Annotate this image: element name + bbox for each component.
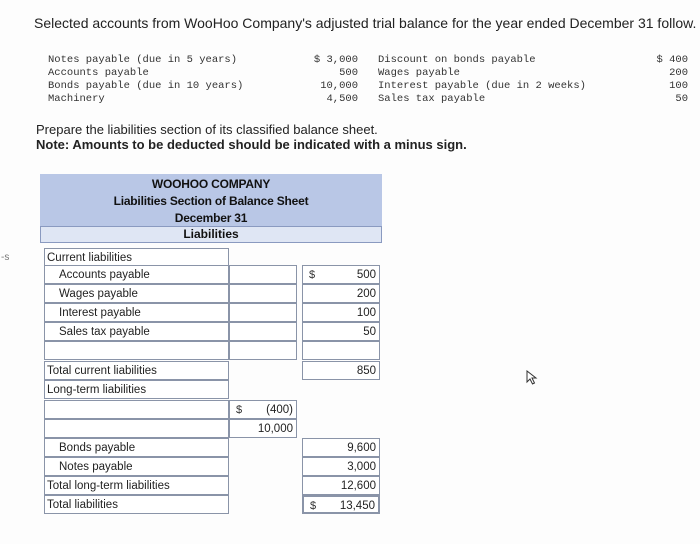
accounts-left-names	[48, 54, 243, 106]
amount-input[interactable]	[229, 303, 297, 322]
accounts-left-amounts	[300, 54, 358, 106]
currency-symbol: $	[309, 269, 316, 281]
currency-symbol: $	[310, 500, 317, 512]
total-liabilities-row	[44, 495, 380, 514]
account-name: Accounts payable	[48, 67, 149, 79]
cell-value: 10,000	[257, 423, 293, 435]
cell-value: (400)	[266, 404, 293, 416]
amount-input[interactable]	[302, 438, 380, 457]
account-amount: $ 3,000	[313, 54, 358, 66]
account-name: Wages payable	[378, 67, 460, 79]
edge-mark: -s	[1, 252, 10, 263]
amount-input[interactable]	[229, 400, 297, 419]
account-name: Interest payable (due in 2 weeks)	[378, 80, 586, 92]
problem-intro: Selected accounts from WooHoo Company's adjusted trial balance for the year ended December 31 follow.	[34, 15, 697, 31]
note: Note: Amounts to be deducted should be indicated with a minus sign.	[36, 137, 467, 152]
table-row	[44, 322, 380, 341]
amount-input[interactable]	[302, 284, 380, 303]
account-amount: 4,500	[326, 93, 358, 105]
total-longterm-row	[44, 476, 380, 495]
account-name: Sales tax payable	[378, 93, 486, 105]
account-amount: 50	[675, 93, 688, 105]
liabilities-worksheet	[40, 174, 382, 494]
mouse-cursor-icon	[526, 370, 540, 386]
table-row	[44, 265, 380, 284]
total-current-value[interactable]	[302, 361, 380, 380]
row-label[interactable]	[44, 419, 229, 438]
amount-input[interactable]	[229, 322, 297, 341]
account-name: Machinery	[48, 93, 105, 105]
total-current-label: Total current liabilities	[44, 361, 229, 380]
company-name: WOOHOO COMPANY	[151, 177, 271, 191]
longterm-liabilities-header: Long-term liabilities	[44, 380, 229, 399]
row-label[interactable]	[44, 341, 229, 360]
account-amount: 500	[339, 67, 358, 79]
total-liabilities-label: Total liabilities	[44, 495, 229, 514]
row-label[interactable]: Wages payable	[44, 284, 229, 303]
account-amount: 200	[669, 67, 688, 79]
cell-value: 50	[363, 326, 376, 338]
account-amount: 10,000	[320, 80, 358, 92]
instruction: Prepare the liabilities section of its classified balance sheet.	[36, 122, 378, 137]
account-name: Discount on bonds payable	[378, 54, 536, 66]
row-label[interactable]: Bonds payable	[44, 438, 229, 457]
sheet-date: December 31	[174, 211, 248, 225]
cell-value: 500	[356, 269, 376, 281]
cell-value: 13,450	[339, 500, 375, 512]
section-caption: Liabilities	[40, 226, 382, 243]
table-row	[44, 284, 380, 303]
account-amount: $ 400	[656, 54, 688, 66]
amount-input[interactable]	[302, 457, 380, 476]
table-row-empty	[44, 341, 380, 360]
table-row	[44, 400, 380, 419]
total-current-row	[44, 361, 380, 380]
amount-input[interactable]	[302, 341, 380, 360]
row-label[interactable]: Interest payable	[44, 303, 229, 322]
sheet-title: Liabilities Section of Balance Sheet	[113, 194, 309, 208]
table-row	[44, 419, 380, 438]
cell-value: 3,000	[347, 461, 376, 473]
accounts-right-names	[378, 54, 586, 106]
table-row	[44, 457, 380, 476]
current-liabilities-header: Current liabilities	[44, 248, 229, 267]
cell-value: 850	[356, 365, 376, 377]
account-amount: 100	[669, 80, 688, 92]
account-name: Bonds payable (due in 10 years)	[48, 80, 244, 92]
cell-value: 12,600	[340, 480, 376, 492]
amount-input[interactable]	[302, 303, 380, 322]
amount-input[interactable]	[229, 265, 297, 284]
total-liabilities-value[interactable]	[302, 495, 380, 514]
amount-input[interactable]	[229, 341, 297, 360]
table-row	[44, 438, 380, 457]
total-longterm-label: Total long-term liabilities	[44, 476, 229, 495]
currency-symbol: $	[236, 404, 243, 416]
table-row	[44, 303, 380, 322]
amount-input[interactable]	[302, 265, 380, 284]
row-label[interactable]: Notes payable	[44, 457, 229, 476]
row-label[interactable]	[44, 400, 229, 419]
cell-value: 200	[356, 288, 376, 300]
amount-input[interactable]	[229, 284, 297, 303]
cell-value: 100	[356, 307, 376, 319]
longterm-header-row	[44, 380, 380, 399]
account-name: Notes payable (due in 5 years)	[48, 54, 238, 66]
row-label[interactable]: Sales tax payable	[44, 322, 229, 341]
cell-value: 9,600	[347, 442, 376, 454]
amount-input[interactable]	[302, 322, 380, 341]
amount-input[interactable]	[229, 419, 297, 438]
total-longterm-value[interactable]	[302, 476, 380, 495]
row-label[interactable]: Accounts payable	[44, 265, 229, 284]
accounts-right-amounts	[640, 54, 688, 106]
